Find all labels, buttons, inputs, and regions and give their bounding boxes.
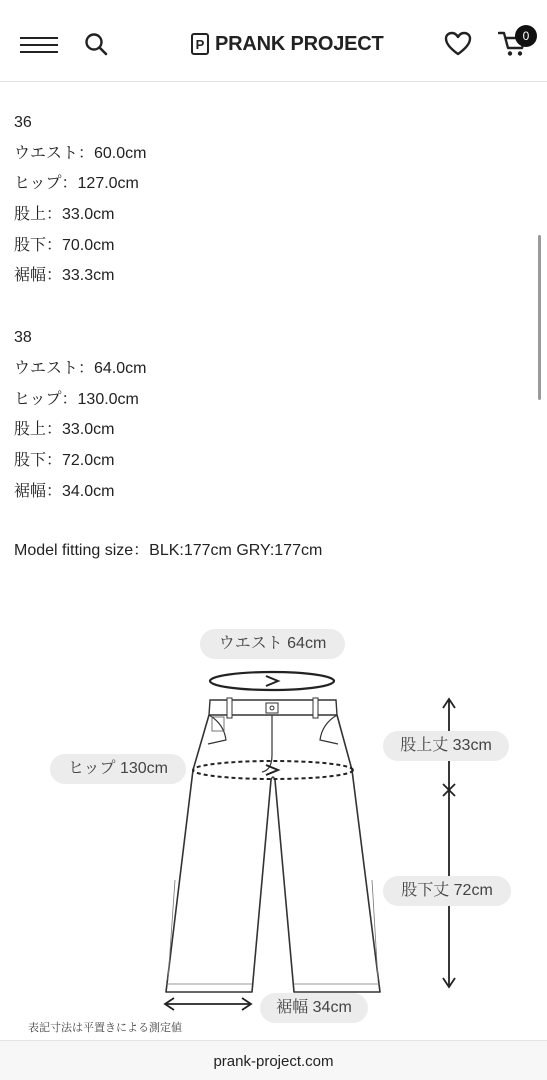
spec-hem: 裾幅：33.3cm — [14, 267, 115, 285]
logo-mark-icon: P — [191, 33, 209, 55]
size-group-38 — [14, 323, 146, 507]
spec-waist: ウエスト：64.0cm — [14, 359, 147, 377]
spec-hem: 裾幅：34.0cm — [14, 482, 115, 500]
spec-rise: 股上：33.0cm — [14, 206, 115, 224]
waist-label: ウエスト 64cm — [200, 629, 345, 659]
size-label: 38 — [14, 329, 32, 347]
hip-label: ヒップ 130cm — [50, 754, 186, 784]
model-fitting-size: Model fitting size：BLK:177cm GRY:177cm — [14, 542, 323, 559]
logo-text: PRANK PROJECT — [215, 32, 384, 55]
browser-url-bar[interactable] — [0, 1040, 547, 1080]
size-spec-list — [14, 108, 146, 507]
site-url: prank-project.com — [213, 1053, 334, 1070]
menu-icon[interactable] — [20, 37, 58, 53]
cart-count-badge: 0 — [515, 25, 537, 47]
spec-hip: ヒップ：127.0cm — [14, 175, 139, 193]
spec-hip: ヒップ：130.0cm — [14, 390, 139, 408]
size-diagram — [0, 620, 547, 1040]
spec-inseam: 股下：72.0cm — [14, 451, 115, 469]
size-group-36 — [14, 108, 146, 292]
inseam-label: 股下丈 72cm — [383, 876, 511, 906]
pants-illustration — [0, 620, 547, 1040]
spec-waist: ウエスト：60.0cm — [14, 144, 147, 162]
site-logo[interactable] — [191, 31, 384, 57]
rise-label: 股上丈 33cm — [383, 731, 509, 761]
scrollbar[interactable] — [538, 235, 541, 400]
heart-icon[interactable] — [444, 31, 472, 57]
search-icon[interactable] — [84, 32, 108, 56]
site-header — [0, 0, 547, 82]
spec-inseam: 股下：70.0cm — [14, 236, 115, 254]
size-label: 36 — [14, 114, 32, 131]
hem-label: 裾幅 34cm — [260, 993, 368, 1023]
spec-rise: 股上：33.0cm — [14, 421, 115, 439]
measurement-note: 表記寸法は平置きによる測定値 — [28, 1022, 182, 1034]
